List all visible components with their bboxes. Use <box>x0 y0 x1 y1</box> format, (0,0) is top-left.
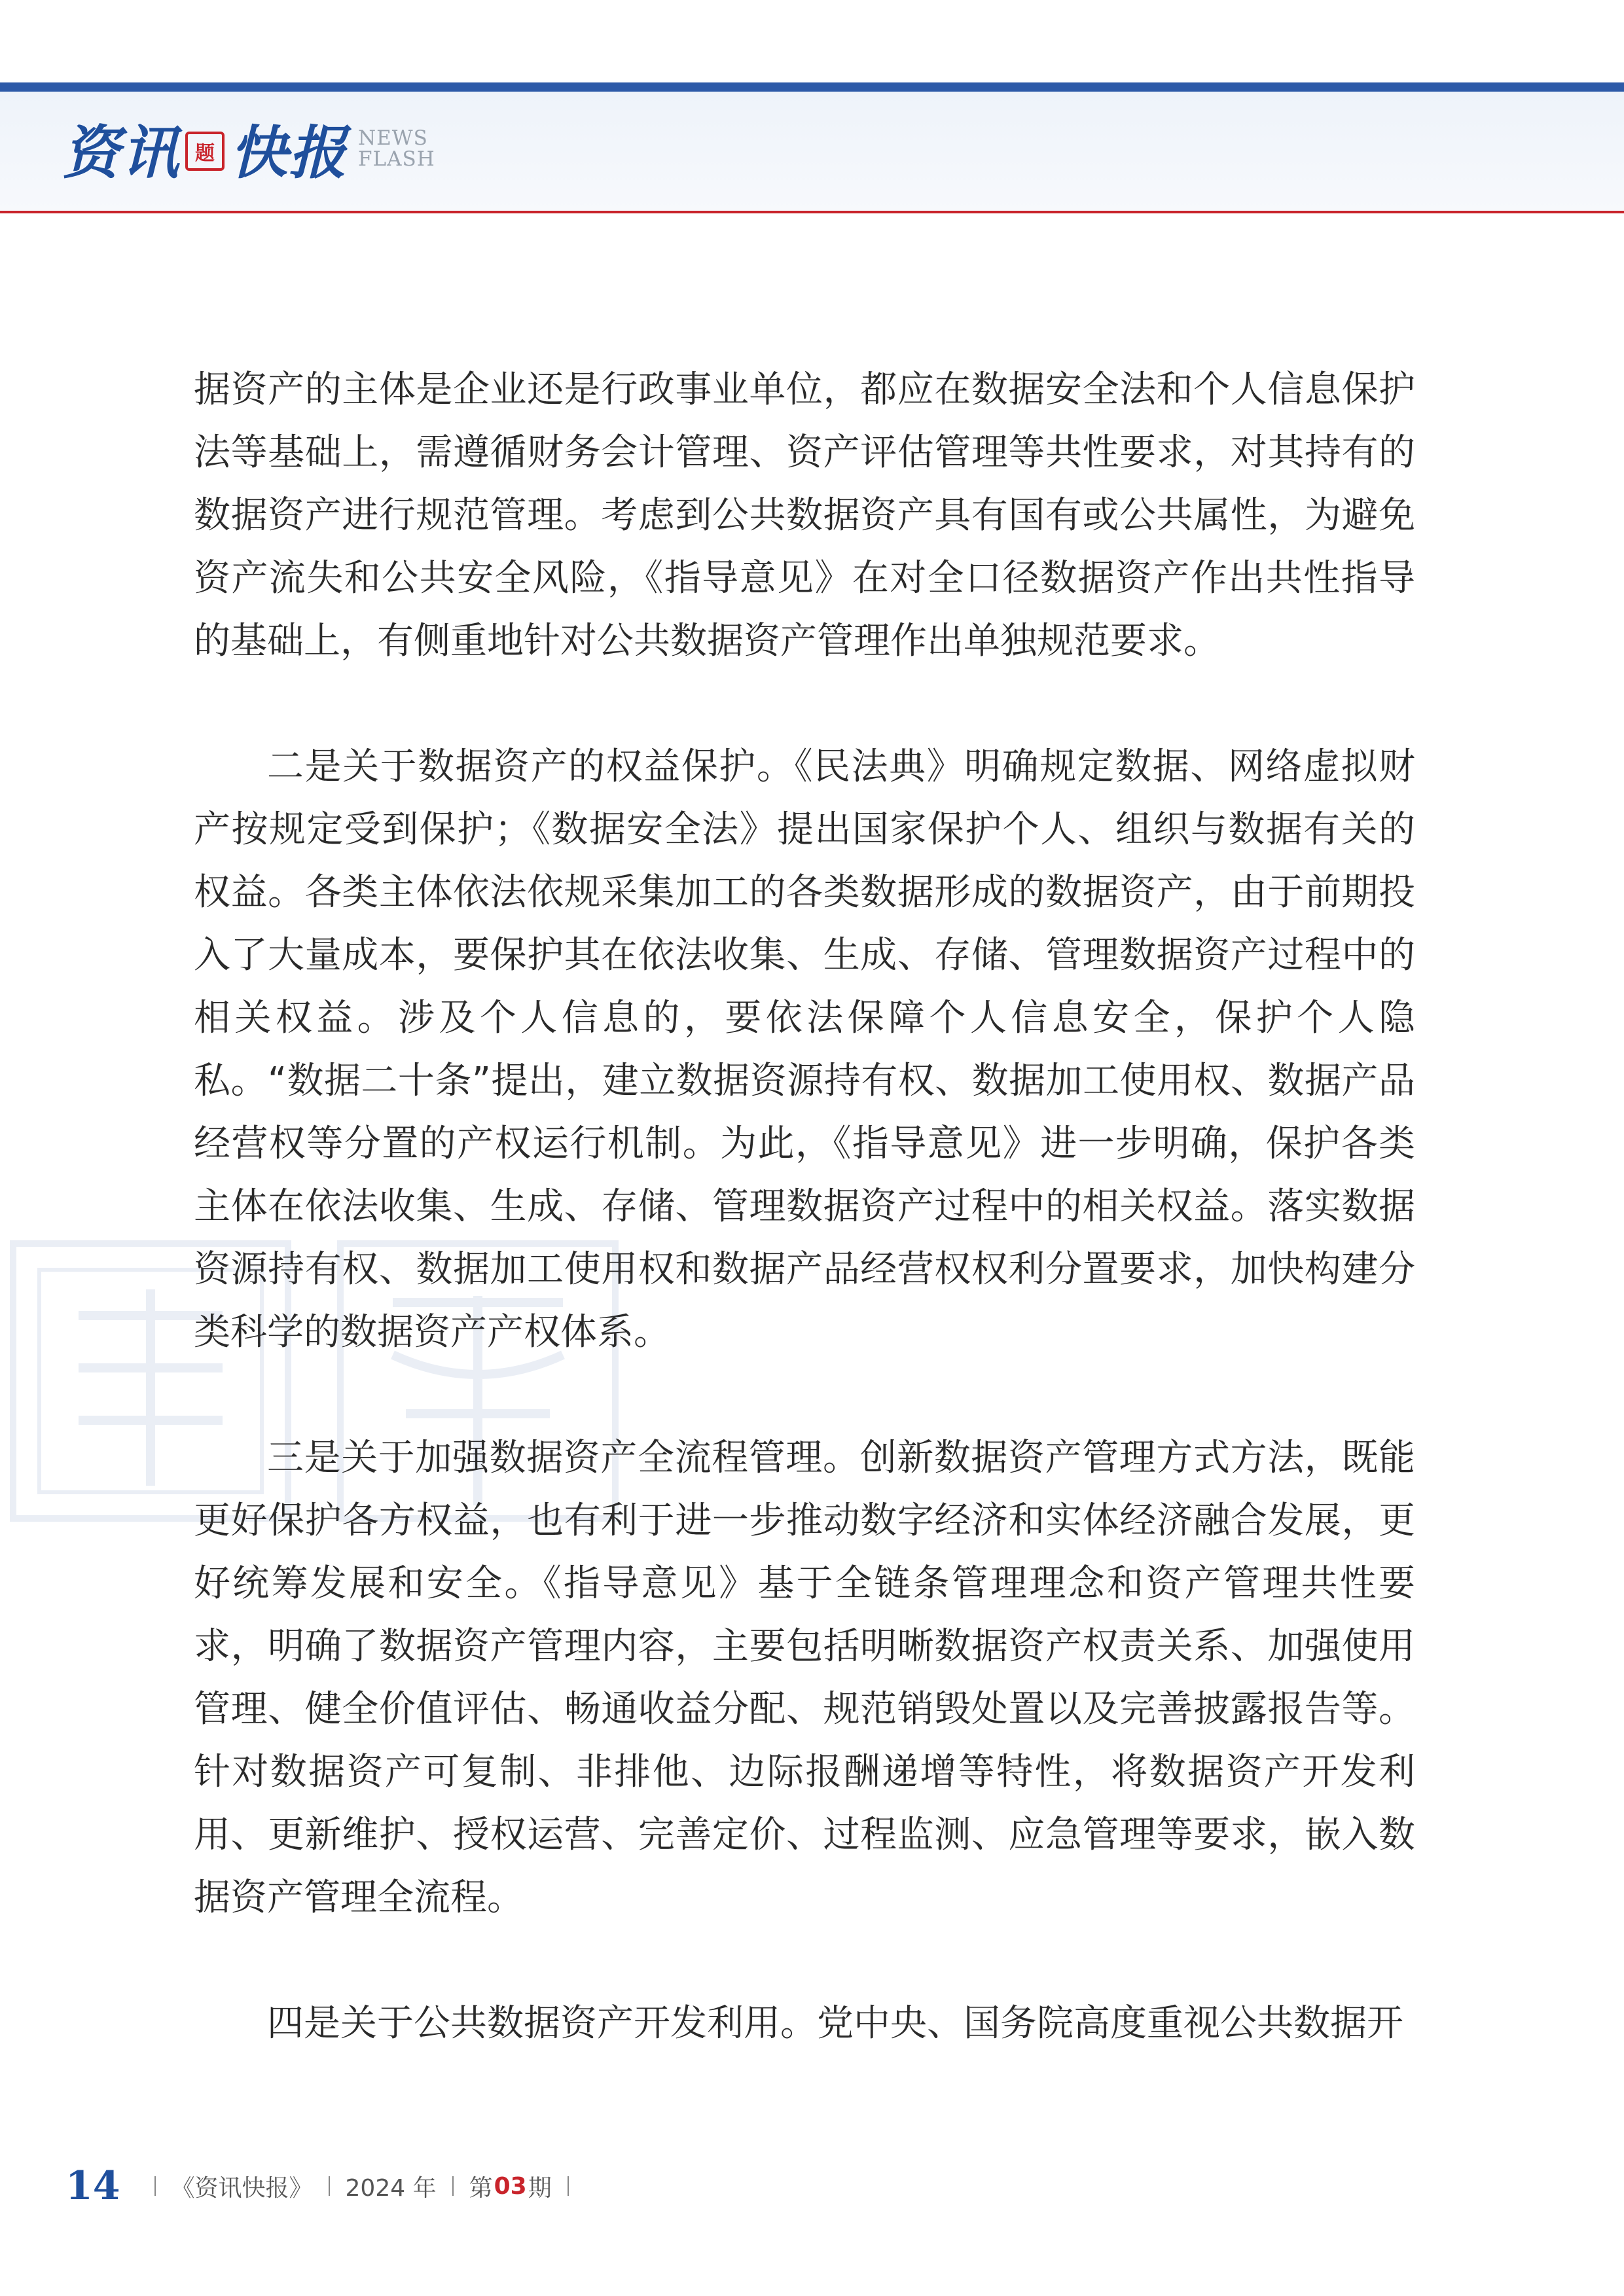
logo-text-part1: 资讯 <box>62 118 181 187</box>
news-flash-logo <box>62 113 435 185</box>
footer-divider <box>329 2176 330 2196</box>
publication-name: 《资讯快报》 <box>171 2174 313 2202</box>
logo-text-part2: 快报 <box>230 118 348 187</box>
issue-number: 03 <box>494 2172 527 2200</box>
article-body <box>194 359 1415 2055</box>
header-rule <box>0 211 1624 213</box>
paragraph-2: 二是关于数据资产的权益保护。《民法典》明确规定数据、网络虚拟财产按规定受到保护；《数据安全法》提出国家保护个人、组织与数据有关的权益。各类主体依法依规采集加工的各类数据形成的数据资产，由于前期投入了大量成本，要保护其在依法收集、生成、存储、管理数据资产过程中的相关权益。涉及个人信息的，要依法保障个人信息安全，保护个人隐私。“数据二十条”提出，建立数据资源持有权、数据加工使用权、数据产品经营权等分置的产权运行机制。为此，《指导意见》进一步明确，保护各类主体在依法收集、生成、存储、管理数据资产过程中的相关权益。落实数据资源持有权、数据加工使用权和数据产品经营权权利分置要求，加快构建分类科学的数据资产产权体系。 <box>194 745 1415 1354</box>
issue-suffix: 期 <box>528 2174 552 2202</box>
logo-english-line2: FLASH <box>358 147 435 171</box>
paragraph-3: 三是关于加强数据资产全流程管理。创新数据资产管理方式方法，既能更好保护各方权益，也有利于进一步推动数字经济和实体经济融合发展，更好统筹发展和安全。《指导意见》基于全链条管理理念和资产管理共性要求，明确了数据资产管理内容，主要包括明晰数据资产权责关系、加强使用管理、健全价值评估、畅通收益分配、规范销毁处置以及完善披露报告等。针对数据资产可复制、非排他、边际报酬递增等特性，将数据资产开发利用、更新维护、授权运营、完善定价、过程监测、应急管理等要求，嵌入数据资产管理全流程。 <box>194 1437 1415 1919</box>
publication-year: 2024 年 <box>345 2174 437 2202</box>
footer-divider <box>154 2176 156 2196</box>
header-top-bar <box>0 82 1624 92</box>
page-number: 14 <box>65 2163 120 2209</box>
logo-english-line1: NEWS <box>358 126 428 150</box>
paragraph-1: 据资产的主体是企业还是行政事业单位，都应在数据安全法和个人信息保护法等基础上，需遵循财务会计管理、资产评估管理等共性要求，对其持有的数据资产进行规范管理。考虑到公共数据资产具有国有或公共属性，为避免资产流失和公共安全风险，《指导意见》在对全口径数据资产作出共性指导的基础上，有侧重地针对公共数据资产管理作出单独规范要求。 <box>194 368 1415 662</box>
logo-english <box>358 128 435 170</box>
paragraph-4: 四是关于公共数据资产开发利用。党中央、国务院高度重视公共数据开 <box>267 2002 1403 2045</box>
footer-divider <box>568 2176 569 2196</box>
footer-divider <box>452 2176 454 2196</box>
issue-prefix: 第 <box>469 2174 493 2202</box>
logo-seal-icon: 题 <box>185 132 225 171</box>
page-footer <box>65 2160 585 2212</box>
